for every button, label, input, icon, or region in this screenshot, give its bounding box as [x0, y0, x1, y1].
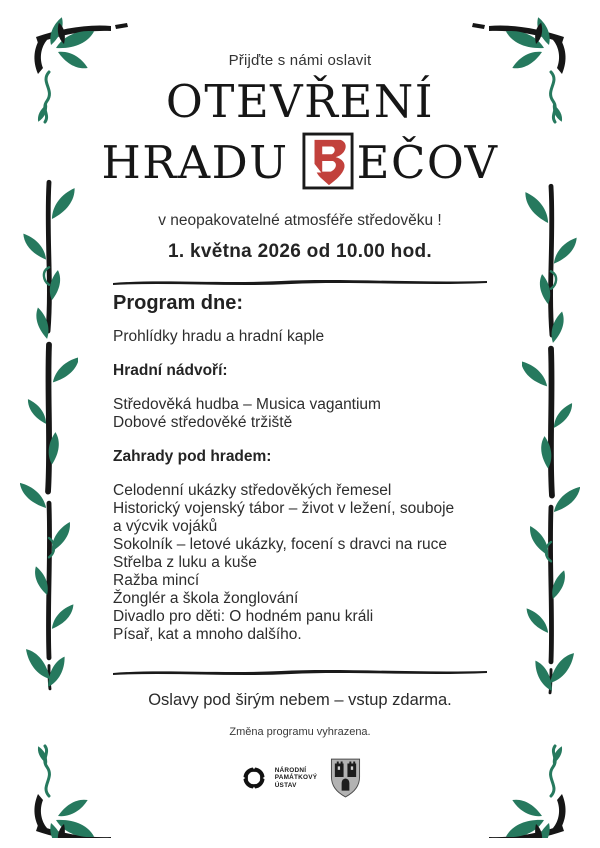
divider-top	[111, 277, 489, 287]
logo-row	[0, 757, 600, 799]
program-item: Dobové středověké tržiště	[113, 414, 293, 431]
program-section	[113, 292, 485, 644]
program-item: Celodenní ukázky středověkých řemesel	[113, 482, 392, 499]
intro-text: Přijďte s námi oslavit	[228, 52, 372, 69]
npu-logo-text	[275, 767, 318, 790]
title-line2-text-after: EČOV	[356, 136, 499, 189]
becov-b-logo	[302, 132, 354, 190]
becov-coat-of-arms-icon	[330, 757, 361, 799]
program-item: Historický vojenský tábor – život v ležení, souboje	[113, 500, 455, 517]
divider-bottom	[111, 667, 489, 677]
npu-rosette-icon	[239, 764, 269, 792]
npu-text-line: ÚSTAV	[274, 781, 297, 789]
program-item: Ražba mincí	[113, 572, 200, 589]
program-item: a výcvik vojáků	[113, 518, 218, 535]
tagline-text: v neopakovatelné atmosféře středověku !	[158, 212, 442, 229]
program-subheading-gardens: Zahrady pod hradem:	[113, 448, 272, 465]
title-line2-text-before: HRADU	[101, 136, 289, 189]
program-heading: Program dne:	[113, 292, 244, 314]
program-intro-line: Prohlídky hradu a hradní kaple	[113, 328, 325, 345]
npu-logo	[239, 764, 318, 792]
program-item: Písař, kat a mnoho dalšího.	[113, 626, 302, 643]
npu-text-line: PAMÁTKOVÝ	[274, 774, 318, 782]
program-item: Divadlo pro děti: O hodném panu králi	[113, 608, 374, 625]
program-item: Středověká hudba – Musica vagantium	[113, 396, 381, 413]
program-item: Žonglér a škola žonglování	[113, 590, 299, 607]
poster-title	[0, 74, 600, 194]
program-subheading-courtyard: Hradní nádvoří:	[113, 362, 228, 379]
title-line1: OTEVŘENÍ	[165, 75, 435, 128]
program-item: Střelba z luku a kuše	[113, 554, 257, 571]
program-item: Sokolník – letové ukázky, focení s dravci na ruce	[113, 536, 447, 553]
admission-note: Oslavy pod širým nebem – vstup zdarma.	[148, 691, 452, 709]
disclaimer-text: Změna programu vyhrazena.	[229, 726, 371, 738]
title-line2	[0, 132, 600, 194]
npu-text-line: NÁRODNÍ	[274, 766, 307, 774]
event-datetime: 1. května 2026 od 10.00 hod.	[168, 241, 432, 262]
